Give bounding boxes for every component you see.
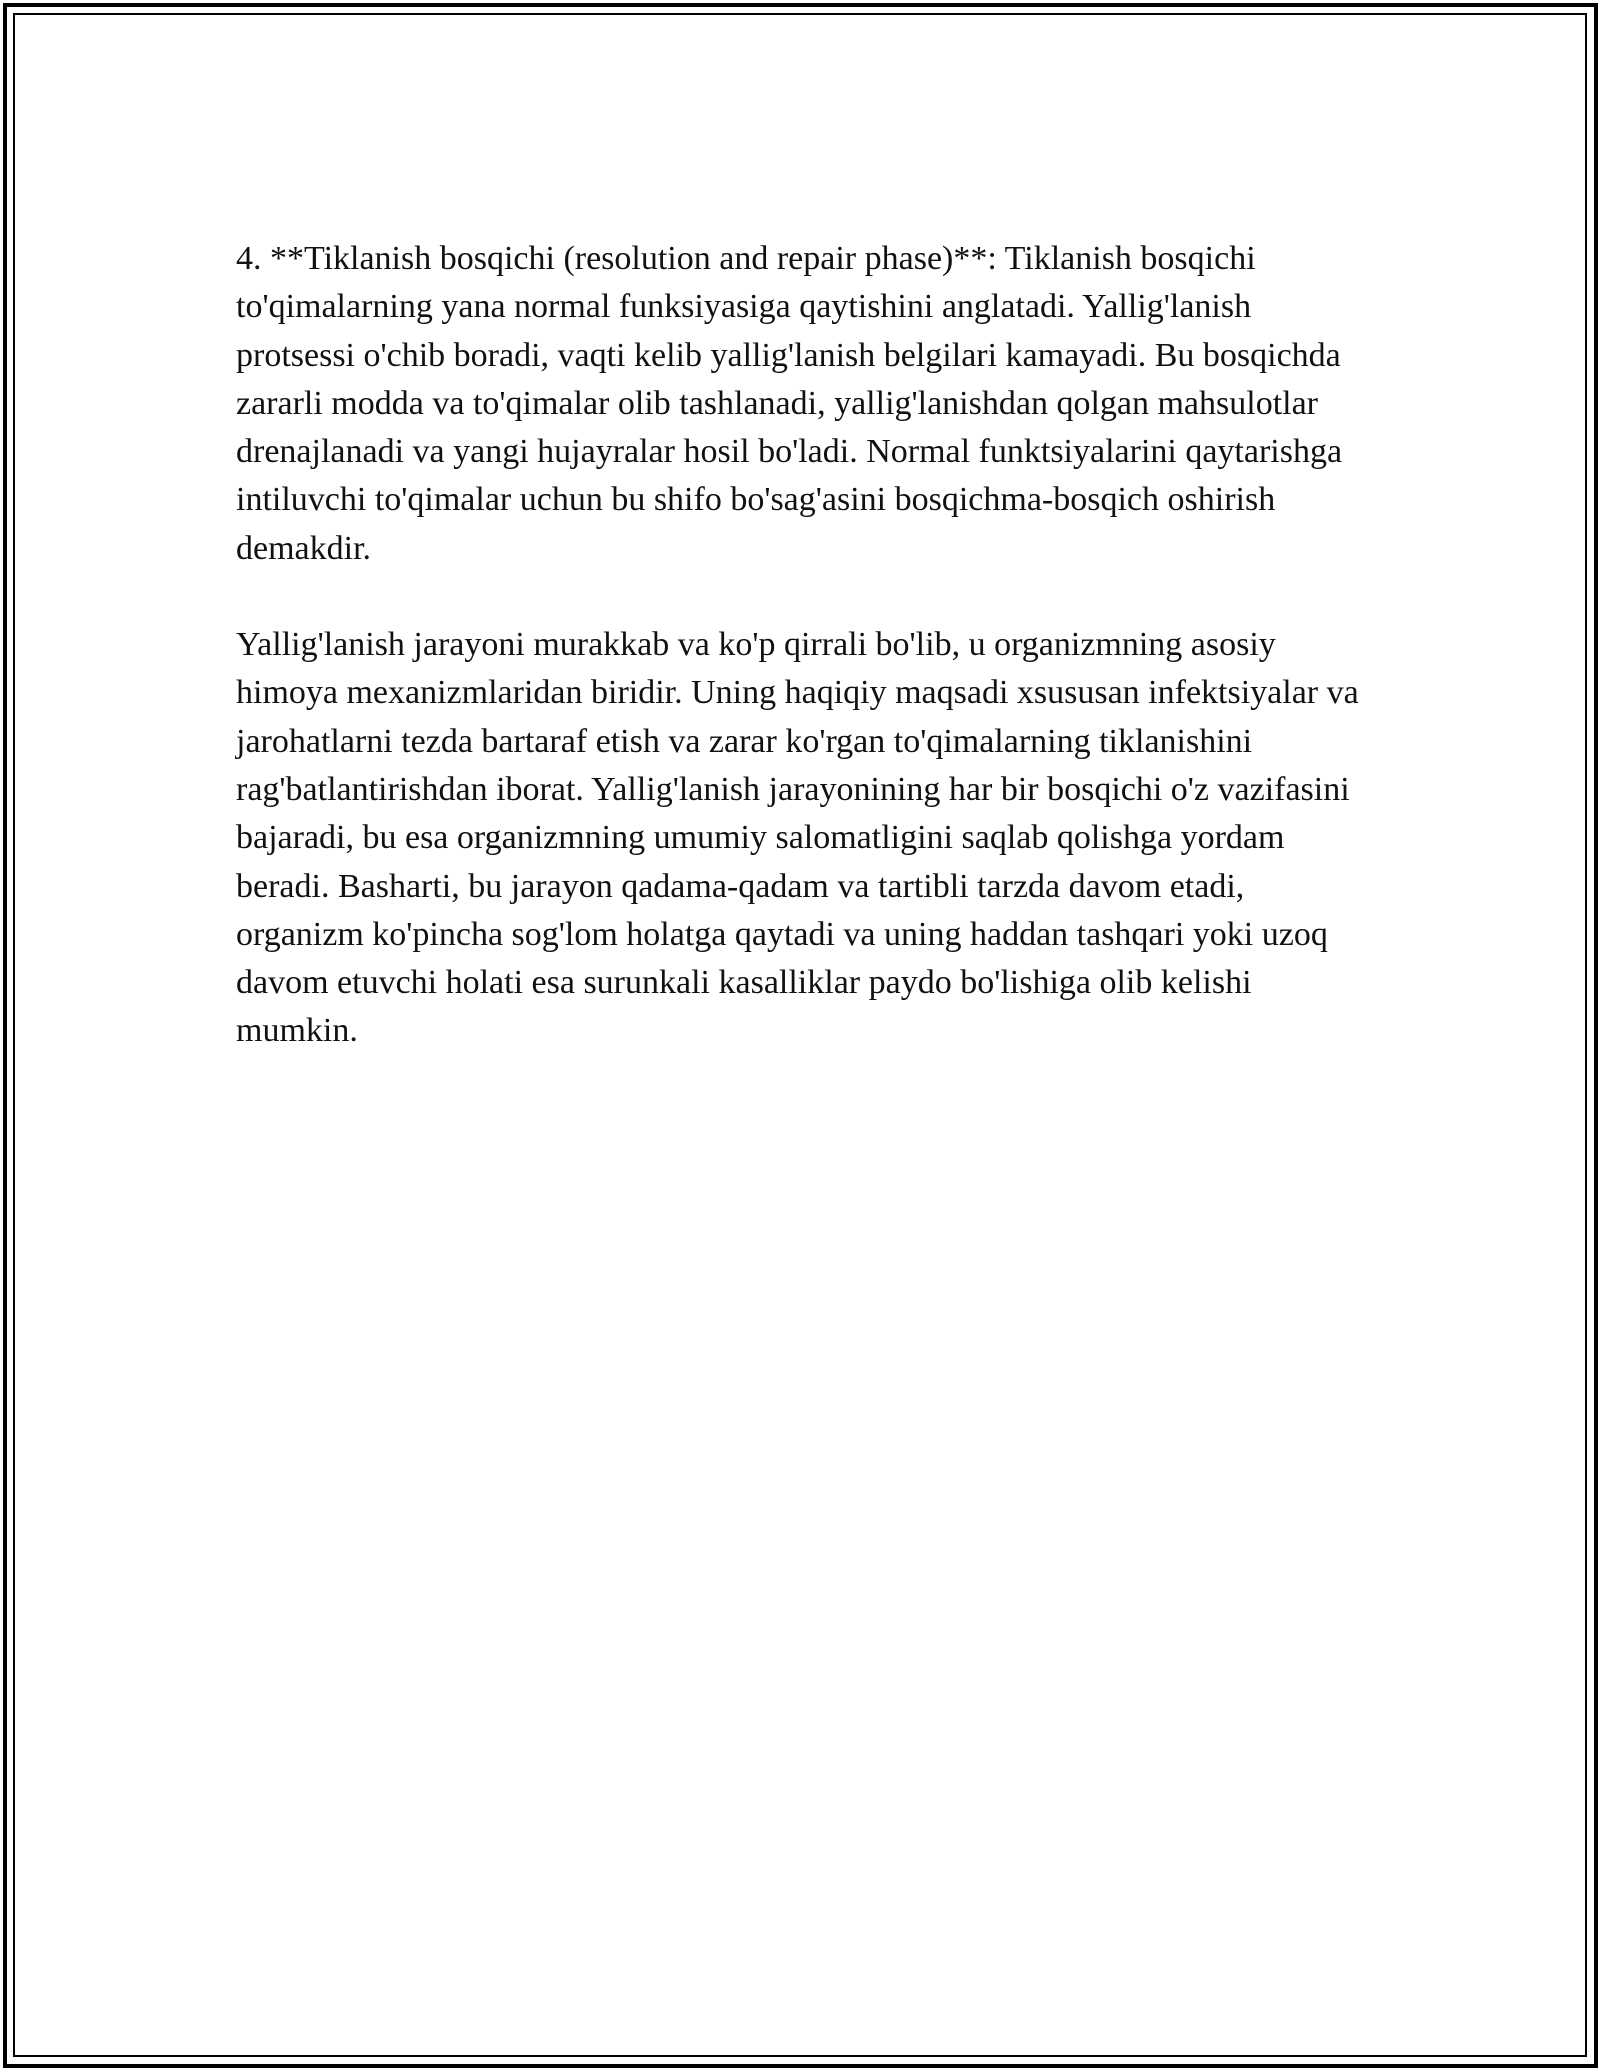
paragraph-resolution-phase: 4. **Tiklanish bosqichi (resolution and repair phase)**: Tiklanish bosqichi to'qimalarning yana normal funksiyasiga qaytishini anglatadi. Yallig'lanish protsessi o'chib boradi, vaqti kelib yallig'lanish belgilari kamayadi. Bu bosqichda zararli modda va to'qimalar olib tashlanadi, yallig'lanishdan qolgan mahsulotlar drenajlanadi va yangi hujayralar hosil bo'ladi. Normal funktsiyalarini qaytarishga intiluvchi to'qimalar uchun bu shifo bo'sag'asini bosqichma-bosqich oshirish demakdir. [236,240,1343,567]
document-body [236,235,1376,1056]
paragraph-inflammation-summary: Yallig'lanish jarayoni murakkab va ko'p qirrali bo'lib, u organizmning asosiy himoya mexanizmlaridan biridir. Uning haqiqiy maqsadi xsususan infektsiyalar va jarohatlarni tezda bartaraf etish va zarar ko'rgan to'qimalarning tiklanishini rag'batlantirishdan iborat. Yallig'lanish jarayonining har bir bosqichi o'z vazifasini bajaradi, bu esa organizmning umumiy salomatligini saqlab qolishga yordam beradi. Basharti, bu jarayon qadama-qadam va tartibli tarzda davom etadi, organizm ko'pincha sog'lom holatga qaytadi va uning haddan tashqari yoki uzoq davom etuvchi holati esa surunkali kasalliklar paydo bo'lishiga olib kelishi mumkin. [236,626,1359,1050]
